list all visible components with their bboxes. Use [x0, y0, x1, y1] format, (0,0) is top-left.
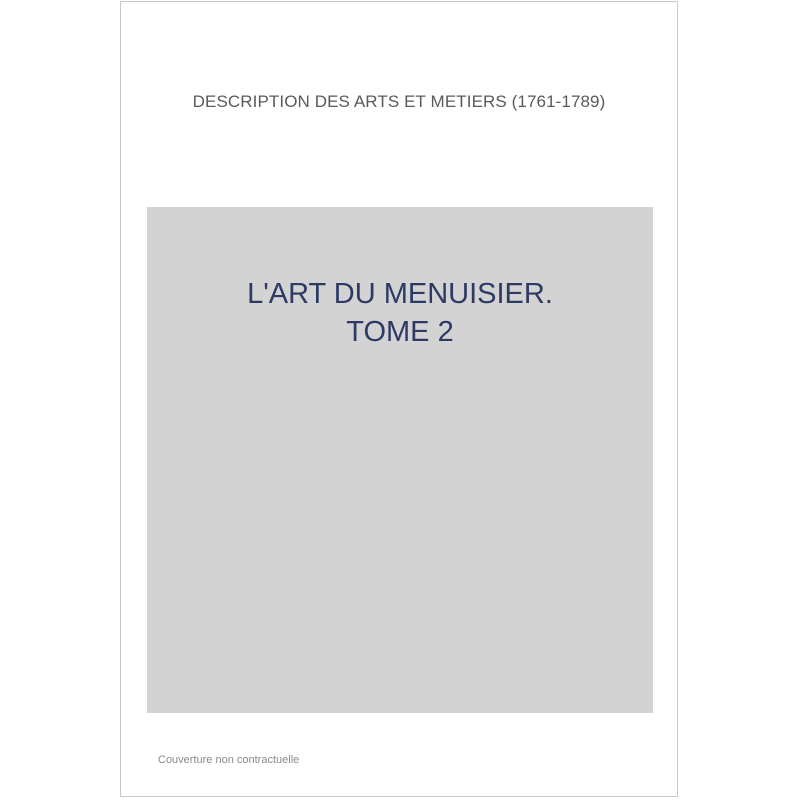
book-title — [147, 275, 653, 351]
book-cover — [120, 1, 678, 797]
cover-disclaimer: Couverture non contractuelle — [158, 754, 300, 766]
book-title-line-2: TOME 2 — [346, 316, 454, 348]
book-title-line-1: L'ART DU MENUISIER. — [247, 278, 553, 310]
title-panel — [147, 207, 653, 713]
series-title: DESCRIPTION DES ARTS ET METIERS (1761-1789) — [192, 92, 606, 111]
